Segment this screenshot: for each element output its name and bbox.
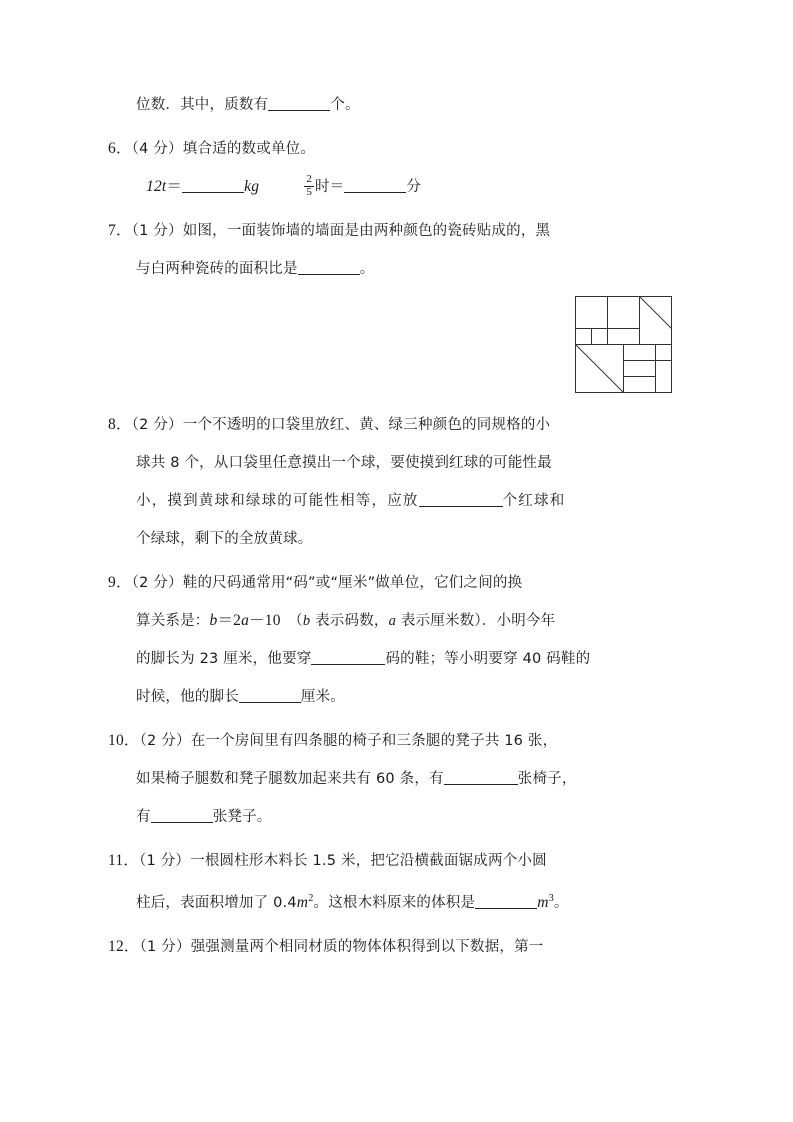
- q12-marks: （1 分）: [139, 939, 191, 956]
- answer-blank[interactable]: [344, 177, 406, 194]
- q12-number: 12．: [108, 938, 140, 956]
- q11-line-2: 柱后，表面积增加了 $0.4m^2$。这根木料原来的体积是 $m^3$。: [136, 893, 569, 912]
- q9-number: 9．: [108, 574, 132, 591]
- answer-blank[interactable]: [182, 177, 244, 194]
- q9-line-2: 算关系是：b＝2a－10 （b 表示码数，a 表示厘米数）．小明今年: [136, 612, 556, 629]
- q6-text: 填合适的数或单位。: [182, 141, 316, 157]
- q11-marks: （1 分）: [139, 853, 191, 869]
- q8-marks: （2 分）: [131, 417, 183, 433]
- answer-blank[interactable]: [151, 807, 213, 824]
- question-10: [108, 722, 680, 836]
- q8-text-2: 球共 8 个，从口袋里任意摸出一个球，要使摸到红球的可能性最: [136, 455, 552, 471]
- answer-blank[interactable]: [444, 769, 518, 786]
- q10-line-1: [108, 722, 680, 760]
- question-11: [108, 842, 680, 922]
- tile-pattern-square: [575, 296, 672, 393]
- question-5-tail: [108, 86, 680, 124]
- q5-line-1: 位数．其中，质数有 个。: [108, 86, 680, 124]
- q7-line-1: [108, 212, 680, 250]
- q7-text-1: 如图，一面装饰墙的墙面是由两种颜色的瓷砖贴成的，黑: [182, 223, 551, 239]
- q8-line-1: [108, 406, 680, 444]
- q6-stem: [108, 130, 680, 168]
- answer-blank[interactable]: [419, 491, 503, 508]
- q7-line-2: 与白两种瓷砖的面积比是 。: [108, 250, 680, 288]
- q11-text-1: 一根圆柱形木料长 1.5 米，把它沿横截面锯成两个小圆: [190, 853, 547, 869]
- question-7: [108, 212, 680, 288]
- q9-line-1: [108, 564, 680, 602]
- answer-blank[interactable]: [298, 259, 360, 276]
- q7-number: 7．: [108, 222, 132, 239]
- q10-number: 10．: [108, 732, 140, 749]
- q12-text-1: 强强测量两个相同材质的物体体积得到以下数据，第一: [190, 939, 544, 956]
- answer-blank[interactable]: [311, 649, 385, 666]
- question-9: [108, 564, 680, 716]
- q8-line-4: [108, 520, 680, 558]
- q9-line-4: 时候，他的脚长 厘米。: [108, 678, 680, 716]
- question-8: [108, 406, 680, 558]
- q10-text-1: 在一个房间里有四条腿的椅子和三条腿的凳子共 16 张，: [190, 733, 558, 749]
- answer-blank[interactable]: [268, 95, 330, 112]
- q9-marks: （2 分）: [131, 575, 183, 591]
- q7-marks: （1 分）: [131, 223, 183, 239]
- figure-area: [108, 294, 680, 406]
- q9-line-3: 的脚长为 23 厘米，他要穿 码的鞋；等小明要穿 40 码鞋的: [108, 640, 680, 678]
- q10-line-3: 有 张凳子。: [108, 798, 680, 836]
- q8-text-1: 一个不透明的口袋里放红、黄、绿三种颜色的同规格的小: [182, 417, 551, 433]
- q11-number: 11．: [108, 852, 140, 869]
- q10-line-2: 如果椅子腿数和凳子腿数加起来共有 60 条，有 张椅子，: [108, 760, 680, 798]
- question-12: [108, 928, 680, 966]
- question-6: [108, 130, 680, 206]
- q9-text-1: 鞋的尺码通常用“码”或“厘米”做单位，它们之间的换: [182, 575, 523, 591]
- q6-number: 6．: [108, 140, 132, 157]
- answer-blank[interactable]: [475, 893, 537, 910]
- fraction-two-fifths: $\frac{2}{5}$: [306, 173, 313, 198]
- q6-sub: 12t＝ kg $\frac{2}{5}$ 时＝ 分: [146, 173, 422, 198]
- q8-number: 8．: [108, 416, 132, 433]
- q8-line-2: [108, 444, 680, 482]
- q6-marks: （4 分）: [131, 141, 183, 157]
- q10-marks: （2 分）: [139, 733, 191, 749]
- questions-container: [108, 86, 680, 972]
- q8-text-4: 个绿球，剩下的全放黄球。: [136, 531, 313, 547]
- answer-blank[interactable]: [239, 687, 301, 704]
- q11-line-1: [108, 842, 680, 880]
- q8-line-3: 小，摸到黄球和绿球的可能性相等，应放 个红球和: [108, 482, 680, 520]
- q12-line-1: [108, 928, 680, 966]
